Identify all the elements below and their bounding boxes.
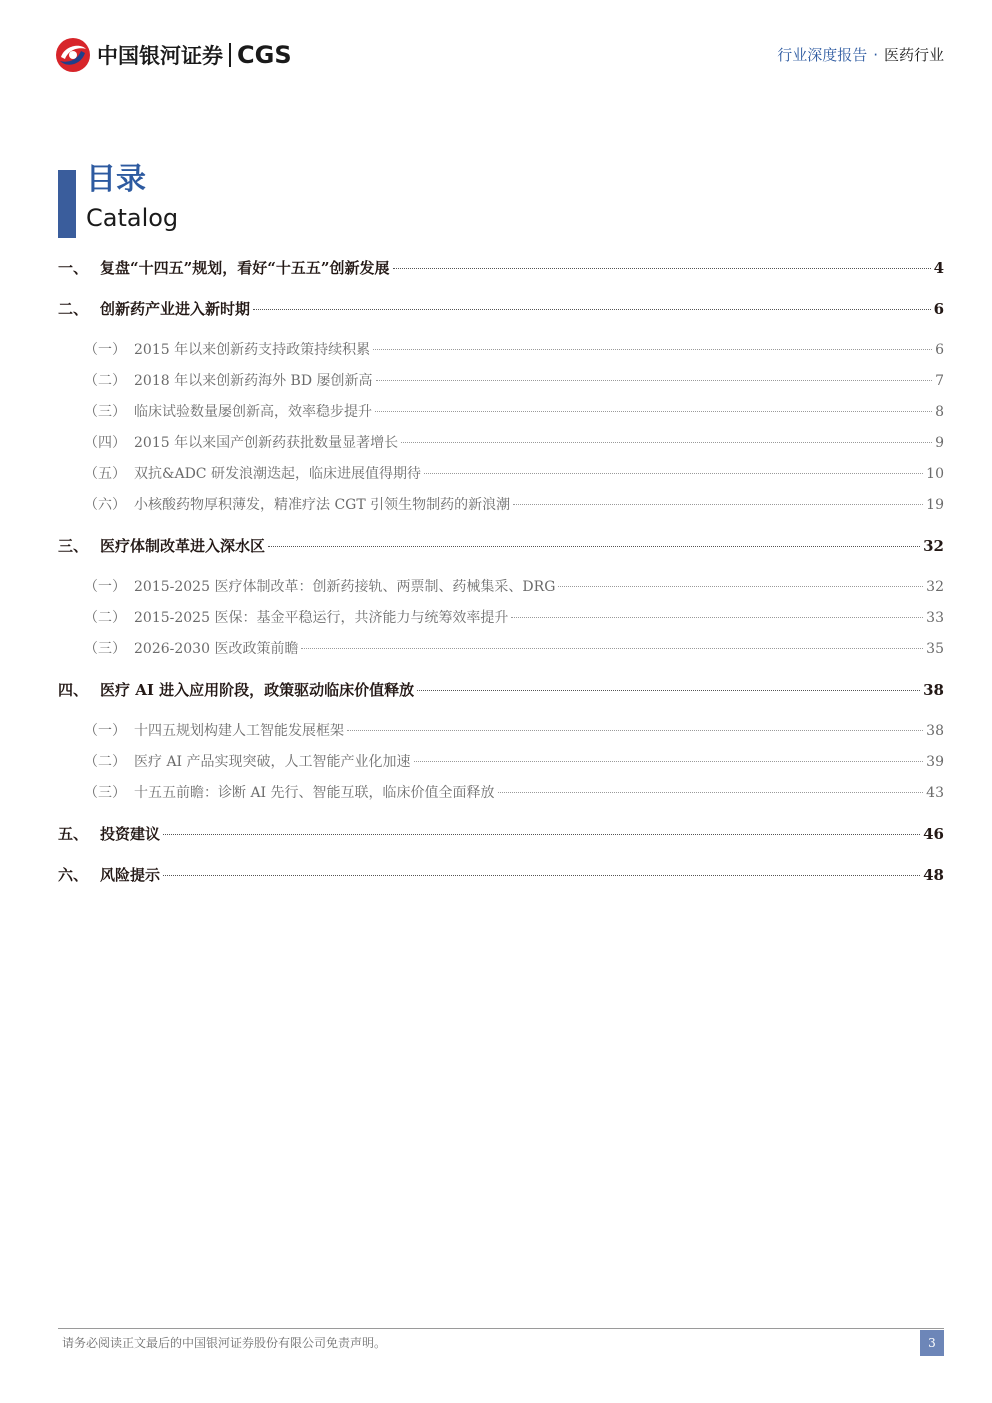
toc-entry-number: （一） bbox=[84, 342, 126, 358]
toc-dot-leader bbox=[347, 730, 923, 731]
toc-subsection-entry[interactable] bbox=[58, 464, 944, 484]
toc-entry-page: 9 bbox=[935, 435, 944, 451]
catalog-accent-bar bbox=[58, 170, 76, 238]
toc-entry-title: 小核酸药物厚积薄发，精准疗法 CGT 引领生物制药的新浪潮 bbox=[134, 497, 511, 513]
toc-entry-number: （三） bbox=[84, 785, 126, 801]
toc-entry-page: 4 bbox=[933, 259, 944, 277]
toc-entry-number: （一） bbox=[84, 723, 126, 739]
page-header bbox=[0, 0, 992, 90]
toc-entry-number: （三） bbox=[84, 641, 126, 657]
logo-english-name: CGS bbox=[237, 41, 292, 69]
toc-dot-leader bbox=[414, 761, 924, 762]
toc-subsection-entry[interactable] bbox=[58, 608, 944, 628]
toc-entry-page: 33 bbox=[926, 610, 944, 626]
toc-dot-leader bbox=[373, 349, 932, 350]
toc-entry-number: 五、 bbox=[58, 825, 89, 843]
toc-entry-title: 2015 年以来国产创新药获批数量显著增长 bbox=[134, 435, 399, 451]
toc-dot-leader bbox=[417, 690, 920, 691]
toc-entry-title: 双抗&ADC 研发浪潮迭起，临床进展值得期待 bbox=[134, 466, 421, 482]
toc-section-entry[interactable] bbox=[58, 536, 944, 556]
toc-dot-leader bbox=[511, 617, 923, 618]
toc-dot-leader bbox=[513, 504, 923, 505]
toc-entry-title: 创新药产业进入新时期 bbox=[100, 300, 251, 318]
toc-dot-leader bbox=[558, 586, 923, 587]
toc-entry-title: 投资建议 bbox=[100, 825, 161, 843]
toc-dot-leader bbox=[424, 473, 923, 474]
cgs-logo-icon bbox=[55, 37, 91, 73]
toc-entry-title: 风险提示 bbox=[100, 866, 161, 884]
toc-entry-title: 2015-2025 医疗体制改革：创新药接轨、两票制、药械集采、DRG bbox=[134, 579, 556, 595]
toc-subsection-entry[interactable] bbox=[58, 371, 944, 391]
toc-entry-title: 十五五前瞻：诊断 AI 先行、智能互联，临床价值全面释放 bbox=[134, 785, 495, 801]
toc-entry-page: 19 bbox=[926, 497, 944, 513]
toc-entry-title: 2018 年以来创新药海外 BD 屡创新高 bbox=[134, 373, 373, 389]
toc-entry-page: 46 bbox=[923, 825, 944, 843]
toc-subsection-entry[interactable] bbox=[58, 495, 944, 515]
toc-entry-page: 32 bbox=[926, 579, 944, 595]
footer-disclaimer: 请务必阅读正文最后的中国银河证券股份有限公司免责声明。 bbox=[62, 1336, 387, 1350]
toc-entry-page: 48 bbox=[923, 866, 944, 884]
toc-entry-page: 10 bbox=[926, 466, 944, 482]
toc-entry-number: （二） bbox=[84, 373, 126, 389]
toc-subsection-entry[interactable] bbox=[58, 340, 944, 360]
toc-subsection-entry[interactable] bbox=[58, 402, 944, 422]
toc-entry-title: 十四五规划构建人工智能发展框架 bbox=[134, 723, 344, 739]
toc-entry-title: 2026-2030 医改政策前瞻 bbox=[134, 641, 299, 657]
catalog-title-en: Catalog bbox=[86, 204, 179, 232]
toc-entry-number: （二） bbox=[84, 754, 126, 770]
logo-chinese-name: 中国银河证券 bbox=[97, 44, 223, 68]
toc-section-entry[interactable] bbox=[58, 258, 944, 278]
toc-entry-page: 35 bbox=[926, 641, 944, 657]
toc-dot-leader bbox=[401, 442, 932, 443]
logo-divider bbox=[229, 43, 231, 67]
toc-dot-leader bbox=[393, 268, 931, 269]
report-category bbox=[777, 44, 944, 65]
toc-dot-leader bbox=[253, 309, 931, 310]
industry-label: 医药行业 bbox=[883, 46, 944, 64]
toc-entry-number: （三） bbox=[84, 404, 126, 420]
toc-entry-title: 临床试验数量屡创新高，效率稳步提升 bbox=[134, 404, 372, 420]
toc-subsection-entry[interactable] bbox=[58, 639, 944, 659]
toc-entry-page: 39 bbox=[926, 754, 944, 770]
page-number: 3 bbox=[920, 1330, 944, 1356]
toc-entry-title: 医疗 AI 产品实现突破，人工智能产业化加速 bbox=[134, 754, 411, 770]
toc-entry-title: 复盘“十四五”规划，看好“十五五”创新发展 bbox=[100, 259, 390, 277]
toc-section-entry[interactable] bbox=[58, 865, 944, 885]
toc-subsection-entry[interactable] bbox=[58, 433, 944, 453]
toc-entry-page: 38 bbox=[923, 681, 944, 699]
report-type: 行业深度报告 bbox=[777, 46, 868, 64]
catalog-title-cn: 目录 bbox=[86, 162, 146, 197]
toc-entry-title: 医疗 AI 进入应用阶段，政策驱动临床价值释放 bbox=[100, 681, 415, 699]
toc-section-entry[interactable] bbox=[58, 299, 944, 319]
toc-entry-page: 7 bbox=[935, 373, 944, 389]
company-logo bbox=[55, 36, 292, 74]
toc-entry-page: 38 bbox=[926, 723, 944, 739]
toc-entry-number: （一） bbox=[84, 579, 126, 595]
toc-subsection-entry[interactable] bbox=[58, 721, 944, 741]
toc-entry-number: 四、 bbox=[58, 681, 89, 699]
toc-dot-leader bbox=[498, 792, 924, 793]
toc-dot-leader bbox=[301, 648, 923, 649]
footer-divider bbox=[58, 1328, 944, 1329]
toc-entry-page: 43 bbox=[926, 785, 944, 801]
toc-entry-number: （四） bbox=[84, 435, 126, 451]
toc-entry-number: 二、 bbox=[58, 300, 89, 318]
toc-entry-title: 2015 年以来创新药支持政策持续积累 bbox=[134, 342, 371, 358]
toc-dot-leader bbox=[268, 546, 920, 547]
toc-entry-title: 2015-2025 医保：基金平稳运行，共济能力与统筹效率提升 bbox=[134, 610, 509, 626]
toc-subsection-entry[interactable] bbox=[58, 577, 944, 597]
header-separator: · bbox=[873, 46, 878, 64]
toc-entry-number: 六、 bbox=[58, 866, 89, 884]
toc-entry-page: 32 bbox=[923, 537, 944, 555]
toc-dot-leader bbox=[376, 380, 933, 381]
toc-dot-leader bbox=[163, 875, 920, 876]
toc-entry-number: （二） bbox=[84, 610, 126, 626]
toc-subsection-entry[interactable] bbox=[58, 783, 944, 803]
toc-subsection-entry[interactable] bbox=[58, 752, 944, 772]
toc-dot-leader bbox=[163, 834, 920, 835]
toc-entry-page: 6 bbox=[935, 342, 944, 358]
toc-entry-number: 三、 bbox=[58, 537, 89, 555]
toc-entry-page: 6 bbox=[933, 300, 944, 318]
toc-dot-leader bbox=[375, 411, 932, 412]
toc-section-entry[interactable] bbox=[58, 824, 944, 844]
toc-section-entry[interactable] bbox=[58, 680, 944, 700]
toc-entry-number: （六） bbox=[84, 497, 126, 513]
toc-entry-page: 8 bbox=[935, 404, 944, 420]
toc-entry-title: 医疗体制改革进入深水区 bbox=[100, 537, 266, 555]
toc-entry-number: 一、 bbox=[58, 259, 89, 277]
toc-entry-number: （五） bbox=[84, 466, 126, 482]
